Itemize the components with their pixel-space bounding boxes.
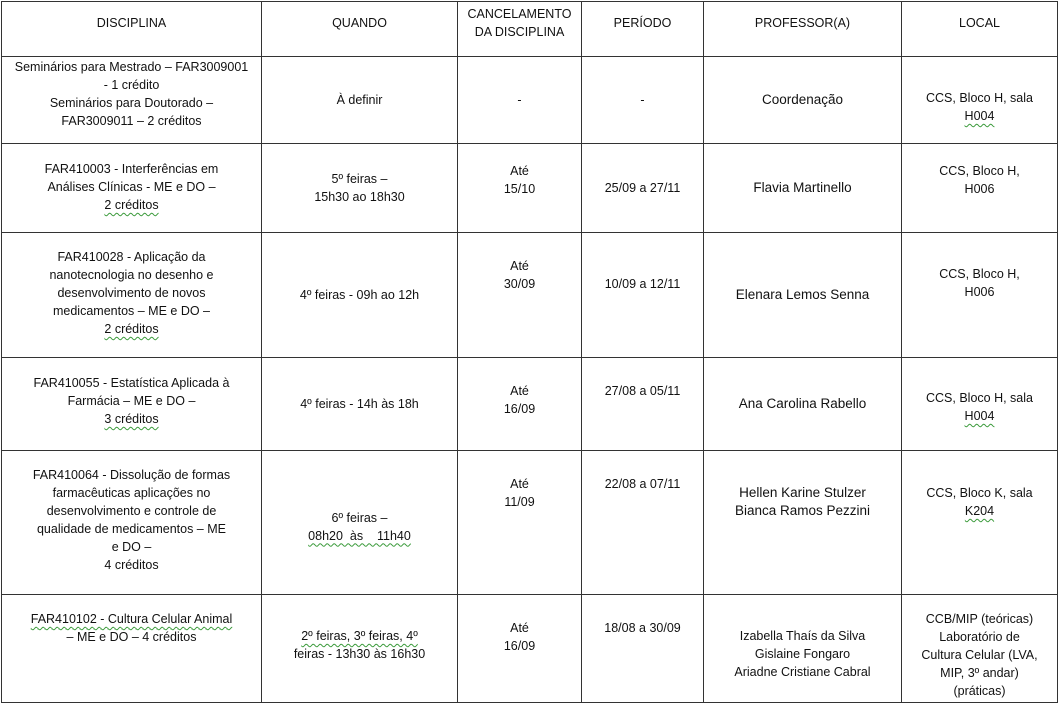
professor-line: Coordenação [761,92,844,107]
cancelamento-line: 16/09 [503,402,536,416]
cell-periodo: 18/08 a 30/09 [582,595,704,703]
disciplina-line-wrap [6,320,257,338]
disciplina-line: desenvolvimento e controle de [46,504,217,518]
quando-line-wrap [266,527,453,545]
local-line: MIP, 3º andar) [940,666,1019,680]
cell-quando [262,144,458,233]
header-cancelamento [458,2,582,57]
quando-line: 4º feiras - 14h às 18h [300,397,419,411]
disciplina-line-wrap [6,410,257,428]
quando-line: 4º feiras - 09h ao 12h [299,288,420,302]
local-line: H006 [964,182,995,196]
cell-disciplina [2,233,262,358]
local-line: CCS, Bloco H, [939,267,1020,281]
disciplina-line: nanotecnologia no desenho e [49,268,214,282]
table-row [2,358,1058,451]
cell-disciplina [2,451,262,595]
disciplina-line: - 1 crédito [103,78,160,92]
cell-quando [262,358,458,451]
cell-cancelamento [458,233,582,358]
header-disciplina: DISCIPLINA [2,2,262,57]
disciplina-line-wrap [6,196,257,214]
professor-line: Flavia Martinello [753,180,852,195]
cell-periodo: 22/08 a 07/11 [582,451,704,595]
header-professor: PROFESSOR(A) [704,2,902,57]
header-cancelamento-line2: DA DISCIPLINA [474,25,565,39]
professor-line: Ana Carolina Rabello [738,396,867,411]
cell-disciplina [2,358,262,451]
disciplina-line: desenvolvimento de novos [57,286,206,300]
cell-quando [262,451,458,595]
quando-line: 6º feiras – [331,510,388,525]
local-line: CCS, Bloco H, sala [926,391,1033,405]
cancelamento-line: Até [510,164,529,178]
cell-cancelamento [458,358,582,451]
cell-professor [704,57,902,144]
disciplina-line: Farmácia – ME e DO – [67,394,196,408]
local-line: H004 [964,109,995,123]
header-periodo: PERÍODO [582,2,704,57]
cell-local [902,451,1058,595]
cell-local [902,144,1058,233]
professor-line: Gislaine Fongaro [754,647,851,661]
disciplina-line: e DO – [111,540,152,554]
cell-professor [704,144,902,233]
disciplina-line: FAR410055 - Estatística Aplicada à [33,376,230,390]
cancelamento-line: Até [510,477,529,491]
quando-line: feiras - 13h30 às 16h30 [293,647,426,661]
disciplina-line: FAR410003 - Interferências em [44,162,219,176]
cancelamento-line: 15/10 [503,182,536,196]
local-line: CCS, Bloco K, sala [926,486,1033,500]
local-line: CCB/MIP (teóricas) [925,612,1034,626]
cell-professor [704,358,902,451]
professor-line: Hellen Karine Stulzer [739,485,866,500]
cell-periodo: 10/09 a 12/11 [582,233,704,358]
disciplina-line: FAR3009011 – 2 créditos [61,114,202,128]
cancelamento-line: Até [510,384,529,398]
disciplina-line: 2 créditos [104,198,159,212]
local-line: CCS, Bloco H, sala [926,91,1033,105]
cell-local [902,233,1058,358]
cell-professor [704,451,902,595]
quando-line: 2º feiras, 3º feiras, 4º [301,629,418,643]
cell-professor [704,233,902,358]
disciplina-line: Análises Clínicas - ME e DO – [47,180,216,194]
cell-local [902,358,1058,451]
cell-periodo: - [582,57,704,144]
disciplina-line: 3 créditos [104,412,159,426]
table-row [2,233,1058,358]
cancelamento-line: Até [510,621,529,635]
disciplina-line: 2 créditos [104,322,159,336]
cell-cancelamento [458,595,582,703]
disciplina-line: farmacêuticas aplicações no [52,486,211,500]
cell-professor [704,595,902,703]
quando-line: 15h30 ao 18h30 [314,190,405,204]
disciplina-line: FAR410064 - Dissolução de formas [32,468,231,482]
cancelamento-line: Até [510,259,529,273]
header-cancelamento-line1: CANCELAMENTO [467,7,572,21]
quando-line: À definir [336,93,383,107]
cell-cancelamento [458,57,582,144]
cancelamento-line: - [517,93,522,107]
cell-periodo: 27/08 a 05/11 [582,358,704,451]
disciplina-line: 4 créditos [104,558,159,572]
cell-local [902,57,1058,144]
professor-line: Izabella Thaís da Silva [739,629,866,643]
cancelamento-line: 11/09 [504,495,535,509]
cell-cancelamento [458,451,582,595]
local-line: Cultura Celular (LVA, [921,648,1038,662]
disciplina-line: medicamentos – ME e DO – [52,304,210,318]
local-line: K204 [964,504,995,518]
quando-line: 08h20 às 11h40 [308,528,411,543]
cancelamento-line: 16/09 [503,639,536,653]
local-line-wrap [906,107,1053,125]
local-line-wrap [906,407,1053,425]
cell-periodo: 25/09 a 27/11 [582,144,704,233]
cell-cancelamento [458,144,582,233]
cell-disciplina [2,595,262,703]
quando-line-wrap [266,627,453,645]
table-row [2,451,1058,595]
local-line: CCS, Bloco H, [939,164,1020,178]
local-line-wrap [906,502,1053,520]
table-row [2,144,1058,233]
cancelamento-line: 30/09 [503,277,536,291]
disciplina-line: – ME e DO – 4 créditos [66,630,197,644]
cell-disciplina [2,57,262,144]
header-local: LOCAL [902,2,1058,57]
cell-quando [262,233,458,358]
disciplina-line-wrap [6,610,257,628]
local-line: H006 [964,285,995,299]
cell-local [902,595,1058,703]
disciplina-line: qualidade de medicamentos – ME [36,522,226,536]
course-schedule-table [1,1,1058,703]
local-line: (práticas) [953,684,1006,698]
cell-quando [262,57,458,144]
local-line: H004 [964,409,995,423]
professor-line: Ariadne Cristiane Cabral [734,665,871,679]
table-row [2,595,1058,703]
disciplina-line: Seminários para Doutorado – [49,96,214,110]
local-line: Laboratório de [939,630,1020,644]
cell-quando [262,595,458,703]
header-quando: QUANDO [262,2,458,57]
table-row [2,57,1058,144]
quando-line: 5º feiras – [331,172,388,186]
disciplina-line: FAR410028 - Aplicação da [57,250,206,264]
cell-disciplina [2,144,262,233]
disciplina-line: FAR410102 - Cultura Celular Animal [30,612,233,626]
professor-line: Elenara Lemos Senna [735,287,870,302]
header-row [2,2,1058,57]
disciplina-line: Seminários para Mestrado – FAR3009001 [14,60,249,74]
professor-line: Bianca Ramos Pezzini [734,503,871,518]
